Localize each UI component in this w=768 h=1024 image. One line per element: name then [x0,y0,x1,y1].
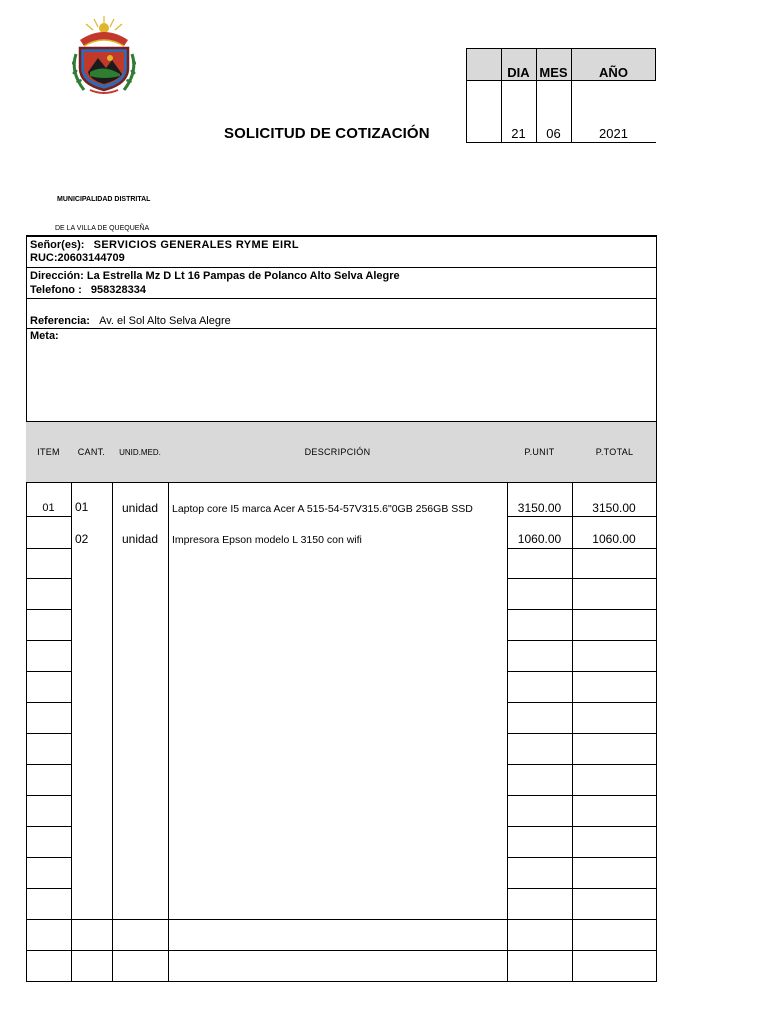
municipal-coat-of-arms-icon [66,14,142,98]
senores-value: SERVICIOS GENERALES RYME EIRL [93,239,299,251]
row2-punit: 1060.00 [517,532,562,546]
document-title: SOLICITUD DE COTIZACIÓN [224,125,430,142]
dia-label: DIA [507,65,530,80]
row1-item: 01 [42,502,55,514]
mes-value: 06 [546,126,561,141]
row2-desc: Impresora Epson modelo L 3150 con wifi [172,534,362,546]
meta-label: Meta: [30,330,59,342]
telefono-value: 958328334 [90,284,146,296]
dia-value: 21 [511,126,526,141]
senores-row [30,239,299,251]
referencia-row [30,315,231,327]
row1-unid: unidad [121,501,159,515]
col-header-ptotal: P.TOTAL [595,447,634,457]
org-line-1: MUNICIPALIDAD DISTRITAL [57,196,151,203]
row2-unid: unidad [121,532,159,546]
senores-label: Señor(es): [30,239,85,251]
col-header-punit: P.UNIT [524,447,555,457]
row1-desc: Laptop core I5 marca Acer A 515-54-57V315.6"0GB 256GB SSD [172,503,473,515]
row1-punit: 3150.00 [517,501,562,515]
direccion: Dirección: La Estrella Mz D Lt 16 Pampas de Polanco Alto Selva Alegre [30,270,400,282]
ruc: RUC:20603144709 [30,252,125,264]
row1-cant: 01 [75,500,89,514]
col-header-item: ITEM [37,447,60,457]
anio-value: 2021 [599,126,628,141]
col-header-unid: UNID.MED. [119,447,161,457]
org-line-2: DE LA VILLA DE QUEQUEÑA [55,225,150,232]
telefono-label: Telefono : [30,284,82,296]
row1-ptotal: 3150.00 [592,501,636,515]
col-header-desc: DESCRIPCIÓN [304,447,371,457]
row2-cant: 02 [75,532,89,546]
row2-ptotal: 1060.00 [592,532,636,546]
referencia-label: Referencia: [30,315,90,327]
referencia-value: Av. el Sol Alto Selva Alegre [99,315,231,327]
anio-label: AÑO [599,65,628,80]
mes-label: MES [539,65,568,80]
telefono-row [30,284,146,296]
date-box [466,48,656,143]
col-header-cant: CANT. [77,447,106,457]
